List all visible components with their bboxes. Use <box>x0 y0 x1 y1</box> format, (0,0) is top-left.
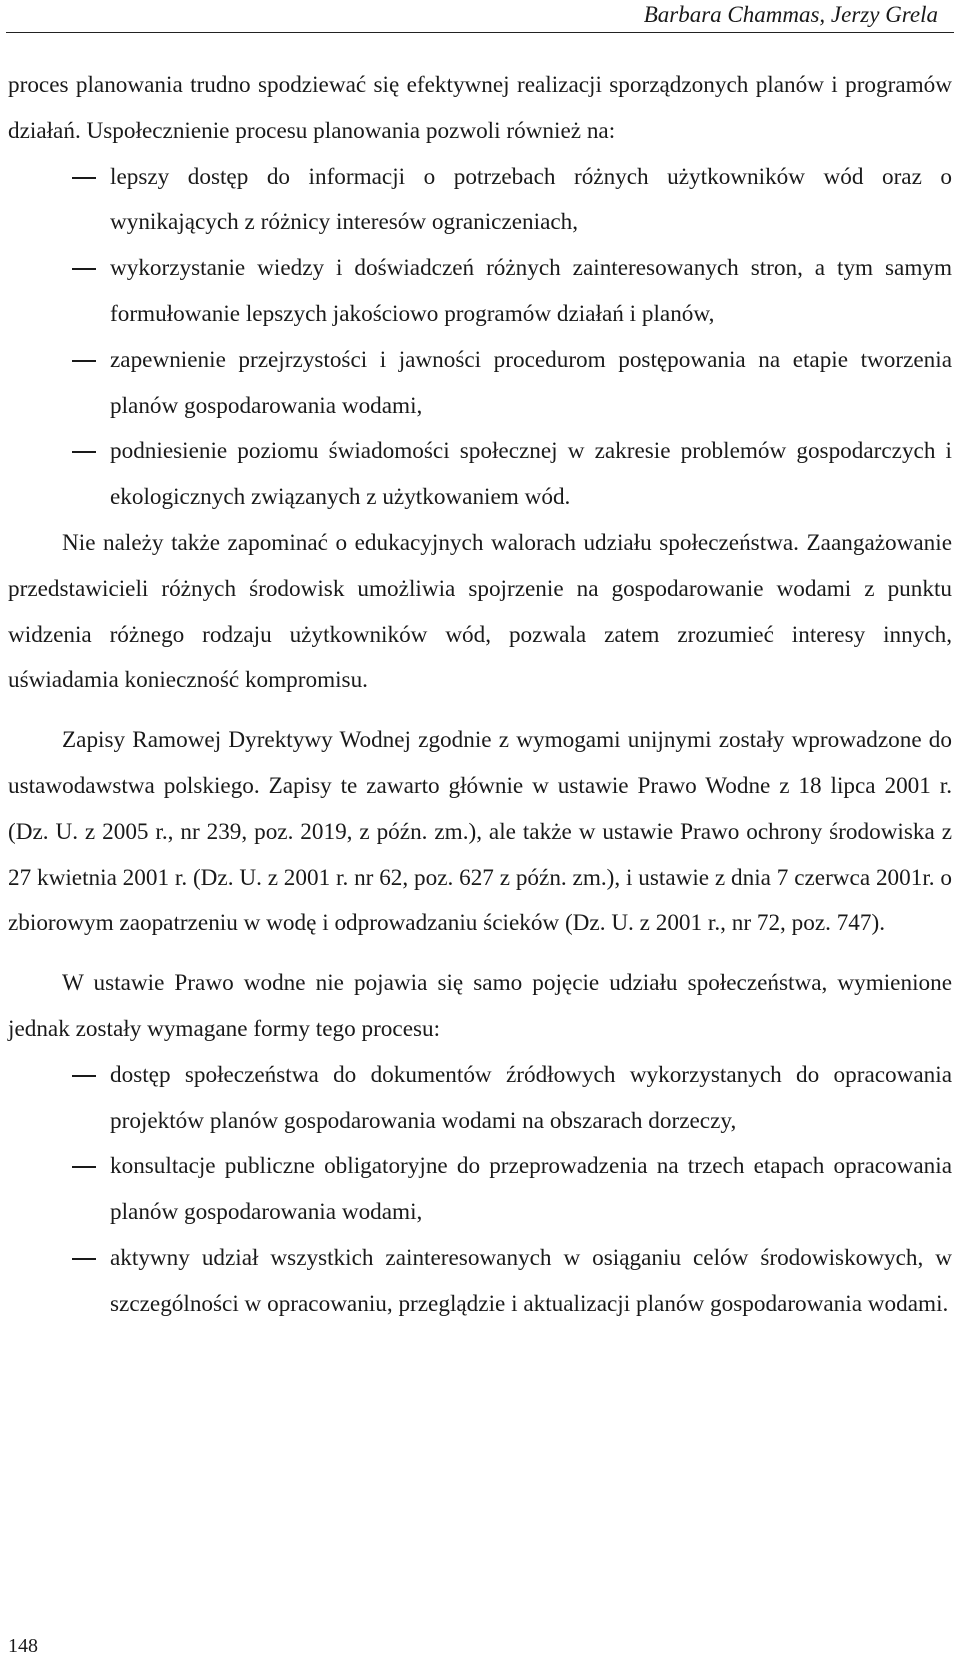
list-item <box>8 429 952 521</box>
list-item-text: zapewnienie przejrzystości i jawności procedurom postępowania na etapie tworzenia planów gospodarowania wodami, <box>110 346 952 419</box>
list-item-text: konsultacje publiczne obligatoryjne do przeprowadzenia na trzech etapach opracowania planów gospodarowania wodami, <box>110 1153 952 1226</box>
list-item <box>8 1236 952 1328</box>
list-item <box>8 338 952 430</box>
list-item <box>8 1144 952 1236</box>
list-item-text: podniesienie poziomu świadomości społecznej w zakresie problemów gospodarczych i ekologicznych związanych z użytkowaniem wód. <box>110 438 952 511</box>
forms-list <box>8 1053 952 1328</box>
dash-bullet-icon <box>72 177 96 179</box>
dash-bullet-icon <box>72 1258 96 1260</box>
page-number: 148 <box>8 1635 38 1657</box>
dash-bullet-icon <box>72 268 96 270</box>
paragraph-intro: proces planowania trudno spodziewać się efektywnej realizacji sporządzonych planów i programów działań. Uspołecznienie procesu planowania pozwoli również na: <box>8 72 952 144</box>
dash-bullet-icon <box>72 360 96 362</box>
list-item <box>8 246 952 338</box>
running-header <box>6 0 954 33</box>
dash-bullet-icon <box>72 451 96 453</box>
list-item <box>8 1053 952 1145</box>
header-authors: Barbara Chammas, Jerzy Grela <box>643 2 938 27</box>
paragraph-education: Nie należy także zapominać o edukacyjnych walorach udziału społeczeństwa. Zaangażowanie przedstawicieli różnych środowisk umożliwia spojrzenie na gospodarowanie wodami z punktu widzenia różnego rodzaju użytkowników wód, pozwala zatem zrozumieć interesy innych, uświadamia konieczność kompromisu. <box>8 529 952 694</box>
benefits-list <box>8 155 952 521</box>
list-item-text: wykorzystanie wiedzy i doświadczeń różnych zainteresowanych stron, a tym samym formułowanie lepszych jakościowo programów działań i planów, <box>110 255 952 327</box>
dash-bullet-icon <box>72 1166 96 1168</box>
list-item-text: aktywny udział wszystkich zainteresowanych w osiąganiu celów środowiskowych, w szczególności w opracowaniu, przeglądzie i aktualizacji planów gospodarowania wodami. <box>110 1244 952 1317</box>
paragraph-spacer <box>8 704 952 718</box>
page-body <box>8 63 952 1328</box>
paragraph-directive: Zapisy Ramowej Dyrektywy Wodnej zgodnie z wymogami unijnymi zostały wprowadzone do ustawodawstwa polskiego. Zapisy te zawarto głównie w ustawie Prawo Wodne z 18 lipca 2001 r. (Dz. U. z 2005 r., nr 239, poz. 2019, z późn. zm.), ale także w ustawie Prawo ochrony środowiska z 27 kwietnia 2001 r. (Dz. U. z 2001 r. nr 62, poz. 627 z późn. zm.), i ustawie z dnia 7 czerwca 2001r. o zbiorowym zaopatrzeniu w wodę i odprowadzaniu ścieków (Dz. U. z 2001 r., nr 72, poz. 747). <box>8 727 952 937</box>
paragraph-water-law: W ustawie Prawo wodne nie pojawia się samo pojęcie udziału społeczeństwa, wymienione jednak zostały wymagane formy tego procesu: <box>8 970 952 1042</box>
dash-bullet-icon <box>72 1075 96 1077</box>
list-item <box>8 155 952 247</box>
paragraph-spacer <box>8 947 952 961</box>
list-item-text: dostęp społeczeństwa do dokumentów źródłowych wykorzystanych do opracowania projektów planów gospodarowania wodami na obszarach dorzeczy, <box>110 1061 952 1134</box>
list-item-text: lepszy dostęp do informacji o potrzebach różnych użytkowników wód oraz o wynikających z różnicy interesów ograniczeniach, <box>110 163 952 236</box>
